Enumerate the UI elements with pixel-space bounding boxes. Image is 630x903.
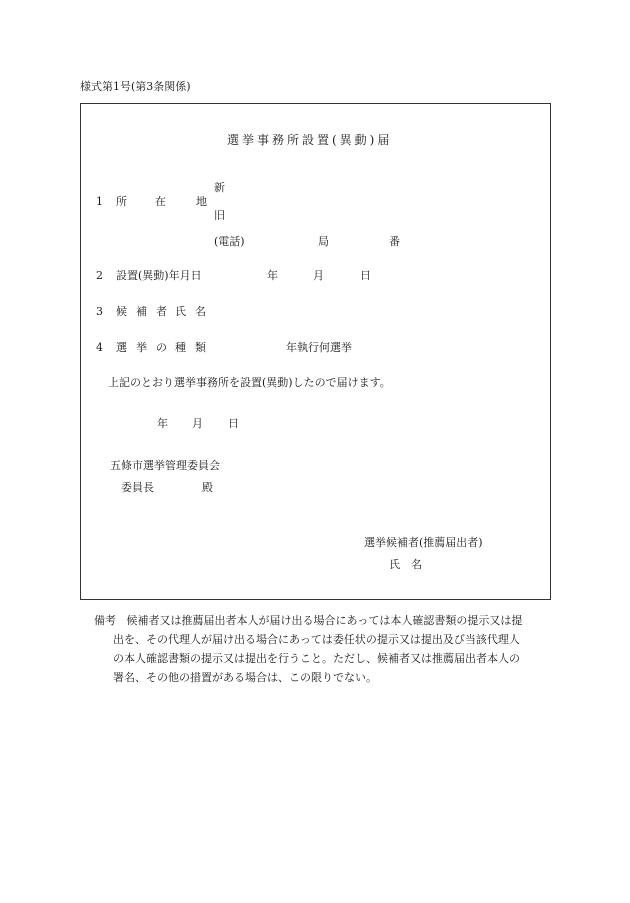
phone-label: (電話) bbox=[214, 235, 245, 248]
remarks-line-4: 署名、その他の措置がある場合は、この限りでない。 bbox=[113, 671, 377, 684]
item-3-label-char-4: 氏 bbox=[175, 305, 186, 318]
remarks-text-1: 候補者又は推薦届出者本人が届け出る場合にあっては本人確認書類の提示又は提 bbox=[126, 614, 523, 627]
item-1-number: 1 bbox=[96, 195, 103, 208]
item-3-number: 3 bbox=[96, 305, 103, 318]
remarks-label: 備考 bbox=[94, 614, 116, 627]
item-3-label-char-1: 候 bbox=[116, 305, 127, 318]
form-number-label: 様式第1号(第3条関係) bbox=[80, 80, 191, 93]
item-2-month: 月 bbox=[313, 269, 324, 282]
remarks-line-2: 出を、その代理人が届け出る場合にあっては委任状の提示又は提出及び当該代理人 bbox=[113, 633, 520, 646]
item-4-number: 4 bbox=[96, 341, 103, 354]
item-2-number: 2 bbox=[96, 269, 103, 282]
item-2-year: 年 bbox=[267, 269, 278, 282]
item-3-label-char-5: 名 bbox=[195, 305, 206, 318]
item-3-label-char-3: 者 bbox=[156, 305, 167, 318]
filer-name-char-1: 氏 bbox=[389, 558, 400, 571]
item-4-label-char-3: の bbox=[156, 341, 167, 354]
election-type-value: 年執行何選挙 bbox=[286, 341, 352, 354]
recipient-chair: 委員長 bbox=[121, 481, 154, 494]
declaration-statement: 上記のとおり選挙事務所を設置(異動)したので届けます。 bbox=[108, 376, 391, 389]
submit-date-year: 年 bbox=[157, 417, 168, 430]
phone-ban-label: 番 bbox=[389, 235, 400, 248]
location-old-label: 旧 bbox=[214, 209, 225, 222]
item-4-label-char-1: 選 bbox=[116, 341, 127, 354]
item-4-label-char-2: 挙 bbox=[136, 341, 147, 354]
submit-date-day: 日 bbox=[228, 417, 239, 430]
item-4-label-char-5: 類 bbox=[195, 341, 206, 354]
location-new-label: 新 bbox=[214, 181, 225, 194]
item-3-label-char-2: 補 bbox=[136, 305, 147, 318]
remarks-line-3: の本人確認書類の提示又は提出を行うこと。ただし、候補者又は推薦届出者本人の bbox=[113, 652, 520, 665]
item-4-label-char-4: 種 bbox=[175, 341, 186, 354]
item-2-day: 日 bbox=[360, 269, 371, 282]
remarks-section bbox=[94, 611, 550, 687]
remarks-line-1 bbox=[94, 611, 550, 630]
recipient-honorific: 殿 bbox=[202, 481, 213, 494]
phone-kyoku-label: 局 bbox=[318, 235, 329, 248]
filer-name-char-2: 名 bbox=[411, 558, 422, 571]
submit-date-month: 月 bbox=[192, 417, 203, 430]
recipient-committee: 五條市選挙管理委員会 bbox=[110, 459, 220, 472]
form-title: 選挙事務所設置(異動)届 bbox=[227, 133, 393, 147]
item-1-label-char-1: 所 bbox=[116, 195, 127, 208]
filer-role: 選挙候補者(推薦届出者) bbox=[364, 536, 483, 549]
item-1-label-char-2: 在 bbox=[155, 195, 166, 208]
item-2-label: 設置(異動)年月日 bbox=[116, 269, 202, 282]
item-1-label-char-3: 地 bbox=[196, 195, 207, 208]
